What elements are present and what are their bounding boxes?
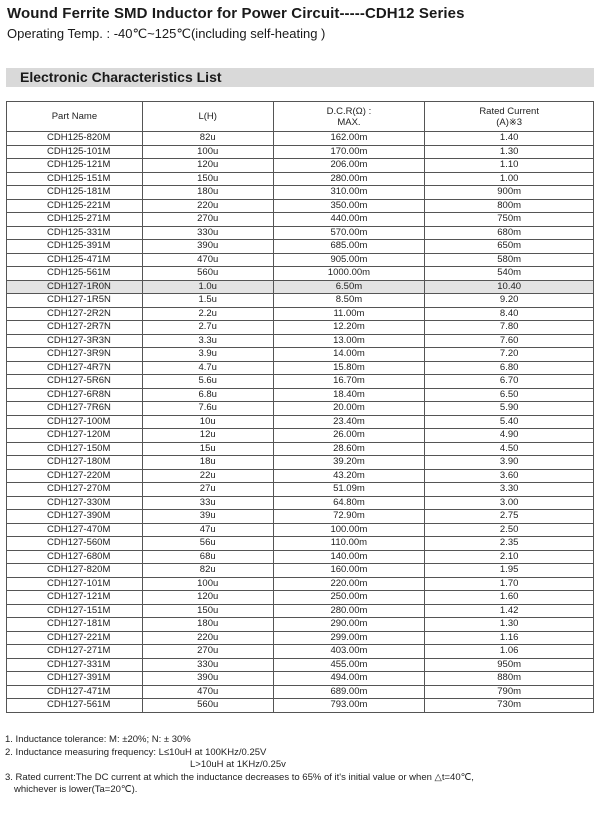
cell-inductance: 18u bbox=[142, 456, 273, 470]
cell-inductance: 15u bbox=[142, 442, 273, 456]
table-row bbox=[7, 307, 594, 321]
cell-part-name: CDH125-121M bbox=[7, 159, 143, 173]
cell-part-name: CDH127-391M bbox=[7, 672, 143, 686]
cell-inductance: 4.7u bbox=[142, 361, 273, 375]
cell-rated-current: 5.40 bbox=[425, 415, 594, 429]
cell-inductance: 270u bbox=[142, 645, 273, 659]
table-row bbox=[7, 199, 594, 213]
note-2: 2. Inductance measuring frequency: L≤10uH at 100KHz/0.25V bbox=[5, 746, 267, 758]
cell-part-name: CDH127-120M bbox=[7, 429, 143, 443]
table-row bbox=[7, 361, 594, 375]
table-row bbox=[7, 159, 594, 173]
cell-rated-current: 800m bbox=[425, 199, 594, 213]
header-rated-line1: Rated Current bbox=[479, 105, 539, 117]
cell-part-name: CDH127-7R6N bbox=[7, 402, 143, 416]
cell-dcr: 110.00m bbox=[273, 537, 425, 551]
cell-part-name: CDH125-391M bbox=[7, 240, 143, 254]
cell-part-name: CDH127-561M bbox=[7, 699, 143, 713]
cell-inductance: 39u bbox=[142, 510, 273, 524]
cell-dcr: 455.00m bbox=[273, 658, 425, 672]
cell-rated-current: 650m bbox=[425, 240, 594, 254]
cell-inductance: 68u bbox=[142, 550, 273, 564]
cell-rated-current: 1.70 bbox=[425, 577, 594, 591]
cell-dcr: 494.00m bbox=[273, 672, 425, 686]
cell-inductance: 47u bbox=[142, 523, 273, 537]
cell-part-name: CDH127-331M bbox=[7, 658, 143, 672]
cell-rated-current: 3.00 bbox=[425, 496, 594, 510]
cell-rated-current: 900m bbox=[425, 186, 594, 200]
cell-rated-current: 1.95 bbox=[425, 564, 594, 578]
cell-dcr: 280.00m bbox=[273, 604, 425, 618]
cell-part-name: CDH127-680M bbox=[7, 550, 143, 564]
cell-inductance: 560u bbox=[142, 267, 273, 281]
table-row bbox=[7, 442, 594, 456]
cell-rated-current: 4.50 bbox=[425, 442, 594, 456]
table-row bbox=[7, 375, 594, 389]
cell-inductance: 100u bbox=[142, 577, 273, 591]
page-title: Wound Ferrite SMD Inductor for Power Circuit-----CDH12 Series bbox=[7, 5, 465, 22]
cell-inductance: 56u bbox=[142, 537, 273, 551]
table-row bbox=[7, 145, 594, 159]
cell-rated-current: 580m bbox=[425, 253, 594, 267]
cell-dcr: 20.00m bbox=[273, 402, 425, 416]
cell-inductance: 1.5u bbox=[142, 294, 273, 308]
cell-rated-current: 10.40 bbox=[425, 280, 594, 294]
table-row bbox=[7, 321, 594, 335]
cell-dcr: 140.00m bbox=[273, 550, 425, 564]
cell-inductance: 220u bbox=[142, 631, 273, 645]
cell-part-name: CDH127-390M bbox=[7, 510, 143, 524]
cell-inductance: 12u bbox=[142, 429, 273, 443]
note-3-continued: whichever is lower(Ta=20℃). bbox=[14, 784, 138, 796]
cell-dcr: 15.80m bbox=[273, 361, 425, 375]
cell-part-name: CDH127-470M bbox=[7, 523, 143, 537]
cell-rated-current: 7.60 bbox=[425, 334, 594, 348]
table-row bbox=[7, 604, 594, 618]
cell-dcr: 299.00m bbox=[273, 631, 425, 645]
table-row bbox=[7, 496, 594, 510]
cell-rated-current: 2.10 bbox=[425, 550, 594, 564]
cell-dcr: 26.00m bbox=[273, 429, 425, 443]
cell-inductance: 150u bbox=[142, 604, 273, 618]
cell-part-name: CDH125-471M bbox=[7, 253, 143, 267]
cell-dcr: 310.00m bbox=[273, 186, 425, 200]
table-row bbox=[7, 267, 594, 281]
cell-inductance: 100u bbox=[142, 145, 273, 159]
cell-dcr: 1000.00m bbox=[273, 267, 425, 281]
cell-inductance: 270u bbox=[142, 213, 273, 227]
cell-inductance: 560u bbox=[142, 699, 273, 713]
cell-dcr: 18.40m bbox=[273, 388, 425, 402]
operating-temp-subtitle: Operating Temp. : -40℃~125℃(including self-heating ) bbox=[7, 26, 326, 41]
cell-dcr: 14.00m bbox=[273, 348, 425, 362]
cell-dcr: 28.60m bbox=[273, 442, 425, 456]
cell-rated-current: 1.60 bbox=[425, 591, 594, 605]
header-inductance: L(H) bbox=[142, 102, 273, 132]
table-row bbox=[7, 415, 594, 429]
cell-part-name: CDH125-820M bbox=[7, 132, 143, 146]
table-row bbox=[7, 456, 594, 470]
cell-inductance: 390u bbox=[142, 240, 273, 254]
table-row bbox=[7, 186, 594, 200]
cell-rated-current: 1.10 bbox=[425, 159, 594, 173]
cell-inductance: 22u bbox=[142, 469, 273, 483]
header-rated-line2: (A)※3 bbox=[496, 116, 523, 128]
cell-part-name: CDH125-331M bbox=[7, 226, 143, 240]
table-row bbox=[7, 132, 594, 146]
cell-part-name: CDH127-6R8N bbox=[7, 388, 143, 402]
cell-dcr: 100.00m bbox=[273, 523, 425, 537]
cell-dcr: 905.00m bbox=[273, 253, 425, 267]
cell-dcr: 403.00m bbox=[273, 645, 425, 659]
cell-dcr: 440.00m bbox=[273, 213, 425, 227]
table-row bbox=[7, 429, 594, 443]
section-header-bar bbox=[6, 68, 594, 87]
table-row bbox=[7, 483, 594, 497]
cell-rated-current: 8.40 bbox=[425, 307, 594, 321]
table-row bbox=[7, 550, 594, 564]
cell-part-name: CDH127-100M bbox=[7, 415, 143, 429]
cell-inductance: 150u bbox=[142, 172, 273, 186]
cell-part-name: CDH127-4R7N bbox=[7, 361, 143, 375]
table-row bbox=[7, 591, 594, 605]
cell-rated-current: 1.16 bbox=[425, 631, 594, 645]
cell-dcr: 206.00m bbox=[273, 159, 425, 173]
cell-dcr: 160.00m bbox=[273, 564, 425, 578]
cell-inductance: 10u bbox=[142, 415, 273, 429]
cell-part-name: CDH127-1R5N bbox=[7, 294, 143, 308]
cell-part-name: CDH127-3R9N bbox=[7, 348, 143, 362]
cell-part-name: CDH127-1R0N bbox=[7, 280, 143, 294]
cell-part-name: CDH125-181M bbox=[7, 186, 143, 200]
cell-part-name: CDH127-2R7N bbox=[7, 321, 143, 335]
cell-dcr: 350.00m bbox=[273, 199, 425, 213]
cell-rated-current: 2.50 bbox=[425, 523, 594, 537]
cell-part-name: CDH127-101M bbox=[7, 577, 143, 591]
cell-inductance: 2.2u bbox=[142, 307, 273, 321]
cell-rated-current: 540m bbox=[425, 267, 594, 281]
cell-inductance: 470u bbox=[142, 685, 273, 699]
table-row bbox=[7, 402, 594, 416]
note-2-continued: L>10uH at 1KHz/0.25v bbox=[190, 759, 286, 771]
cell-part-name: CDH127-180M bbox=[7, 456, 143, 470]
table-row bbox=[7, 510, 594, 524]
cell-dcr: 689.00m bbox=[273, 685, 425, 699]
cell-inductance: 390u bbox=[142, 672, 273, 686]
cell-inductance: 220u bbox=[142, 199, 273, 213]
cell-part-name: CDH127-3R3N bbox=[7, 334, 143, 348]
cell-dcr: 16.70m bbox=[273, 375, 425, 389]
table-row bbox=[7, 280, 594, 294]
cell-dcr: 72.90m bbox=[273, 510, 425, 524]
table-header-row bbox=[7, 102, 594, 132]
table-row bbox=[7, 631, 594, 645]
note-1: 1. Inductance tolerance: M: ±20%; N: ± 30% bbox=[5, 734, 191, 745]
cell-inductance: 120u bbox=[142, 591, 273, 605]
cell-rated-current: 1.40 bbox=[425, 132, 594, 146]
cell-part-name: CDH127-560M bbox=[7, 537, 143, 551]
table-body bbox=[7, 132, 594, 713]
cell-dcr: 793.00m bbox=[273, 699, 425, 713]
cell-rated-current: 680m bbox=[425, 226, 594, 240]
cell-rated-current: 6.80 bbox=[425, 361, 594, 375]
cell-rated-current: 4.90 bbox=[425, 429, 594, 443]
cell-part-name: CDH127-271M bbox=[7, 645, 143, 659]
table-row bbox=[7, 645, 594, 659]
header-dcr bbox=[273, 102, 425, 132]
table-row bbox=[7, 469, 594, 483]
table-row bbox=[7, 213, 594, 227]
cell-dcr: 51.09m bbox=[273, 483, 425, 497]
cell-inductance: 6.8u bbox=[142, 388, 273, 402]
cell-rated-current: 6.50 bbox=[425, 388, 594, 402]
cell-inductance: 180u bbox=[142, 186, 273, 200]
cell-dcr: 220.00m bbox=[273, 577, 425, 591]
cell-inductance: 33u bbox=[142, 496, 273, 510]
cell-inductance: 2.7u bbox=[142, 321, 273, 335]
cell-rated-current: 2.75 bbox=[425, 510, 594, 524]
cell-inductance: 180u bbox=[142, 618, 273, 632]
cell-rated-current: 9.20 bbox=[425, 294, 594, 308]
cell-dcr: 570.00m bbox=[273, 226, 425, 240]
table-row bbox=[7, 577, 594, 591]
header-dcr-line1: D.C.R(Ω) : bbox=[326, 105, 372, 117]
cell-inductance: 3.3u bbox=[142, 334, 273, 348]
cell-part-name: CDH127-151M bbox=[7, 604, 143, 618]
cell-dcr: 6.50m bbox=[273, 280, 425, 294]
cell-rated-current: 950m bbox=[425, 658, 594, 672]
cell-part-name: CDH127-220M bbox=[7, 469, 143, 483]
cell-rated-current: 7.80 bbox=[425, 321, 594, 335]
cell-inductance: 27u bbox=[142, 483, 273, 497]
note-3: 3. Rated current:The DC current at which the inductance decreases to 65% of it's initial value or when △t=40℃, bbox=[5, 771, 474, 783]
cell-inductance: 3.9u bbox=[142, 348, 273, 362]
table-row bbox=[7, 240, 594, 254]
cell-dcr: 8.50m bbox=[273, 294, 425, 308]
cell-rated-current: 730m bbox=[425, 699, 594, 713]
cell-rated-current: 6.70 bbox=[425, 375, 594, 389]
cell-rated-current: 790m bbox=[425, 685, 594, 699]
cell-rated-current: 1.30 bbox=[425, 618, 594, 632]
cell-inductance: 82u bbox=[142, 132, 273, 146]
cell-dcr: 685.00m bbox=[273, 240, 425, 254]
cell-rated-current: 1.06 bbox=[425, 645, 594, 659]
cell-rated-current: 3.30 bbox=[425, 483, 594, 497]
table-row bbox=[7, 618, 594, 632]
cell-dcr: 43.20m bbox=[273, 469, 425, 483]
cell-part-name: CDH125-101M bbox=[7, 145, 143, 159]
cell-part-name: CDH127-121M bbox=[7, 591, 143, 605]
cell-inductance: 470u bbox=[142, 253, 273, 267]
cell-part-name: CDH125-151M bbox=[7, 172, 143, 186]
cell-inductance: 82u bbox=[142, 564, 273, 578]
table-row bbox=[7, 334, 594, 348]
cell-inductance: 1.0u bbox=[142, 280, 273, 294]
cell-rated-current: 2.35 bbox=[425, 537, 594, 551]
cell-dcr: 11.00m bbox=[273, 307, 425, 321]
cell-part-name: CDH127-820M bbox=[7, 564, 143, 578]
table-row bbox=[7, 564, 594, 578]
cell-dcr: 12.20m bbox=[273, 321, 425, 335]
cell-part-name: CDH125-561M bbox=[7, 267, 143, 281]
table-row bbox=[7, 253, 594, 267]
header-dcr-line2: MAX. bbox=[337, 116, 361, 128]
cell-part-name: CDH127-5R6N bbox=[7, 375, 143, 389]
table-row bbox=[7, 348, 594, 362]
cell-dcr: 64.80m bbox=[273, 496, 425, 510]
cell-dcr: 250.00m bbox=[273, 591, 425, 605]
cell-rated-current: 5.90 bbox=[425, 402, 594, 416]
table-row bbox=[7, 172, 594, 186]
cell-part-name: CDH127-150M bbox=[7, 442, 143, 456]
table-row bbox=[7, 388, 594, 402]
table-row bbox=[7, 699, 594, 713]
header-part-name: Part Name bbox=[7, 102, 143, 132]
cell-dcr: 23.40m bbox=[273, 415, 425, 429]
cell-rated-current: 3.90 bbox=[425, 456, 594, 470]
cell-inductance: 330u bbox=[142, 658, 273, 672]
cell-dcr: 13.00m bbox=[273, 334, 425, 348]
cell-part-name: CDH127-181M bbox=[7, 618, 143, 632]
table-row bbox=[7, 658, 594, 672]
cell-dcr: 290.00m bbox=[273, 618, 425, 632]
footnotes bbox=[5, 734, 474, 797]
cell-part-name: CDH127-2R2N bbox=[7, 307, 143, 321]
characteristics-table bbox=[6, 101, 594, 713]
cell-inductance: 120u bbox=[142, 159, 273, 173]
table-row bbox=[7, 685, 594, 699]
cell-dcr: 39.20m bbox=[273, 456, 425, 470]
cell-rated-current: 750m bbox=[425, 213, 594, 227]
cell-part-name: CDH127-471M bbox=[7, 685, 143, 699]
cell-rated-current: 7.20 bbox=[425, 348, 594, 362]
cell-inductance: 5.6u bbox=[142, 375, 273, 389]
cell-rated-current: 1.30 bbox=[425, 145, 594, 159]
cell-rated-current: 1.00 bbox=[425, 172, 594, 186]
cell-part-name: CDH125-271M bbox=[7, 213, 143, 227]
table-row bbox=[7, 537, 594, 551]
table-row bbox=[7, 672, 594, 686]
table-row bbox=[7, 523, 594, 537]
header-rated-current bbox=[425, 102, 594, 132]
section-title: Electronic Characteristics List bbox=[20, 69, 222, 85]
cell-inductance: 7.6u bbox=[142, 402, 273, 416]
cell-rated-current: 880m bbox=[425, 672, 594, 686]
cell-part-name: CDH127-221M bbox=[7, 631, 143, 645]
cell-dcr: 280.00m bbox=[273, 172, 425, 186]
cell-part-name: CDH127-330M bbox=[7, 496, 143, 510]
cell-dcr: 170.00m bbox=[273, 145, 425, 159]
cell-part-name: CDH125-221M bbox=[7, 199, 143, 213]
cell-rated-current: 3.60 bbox=[425, 469, 594, 483]
cell-dcr: 162.00m bbox=[273, 132, 425, 146]
cell-rated-current: 1.42 bbox=[425, 604, 594, 618]
table-row bbox=[7, 294, 594, 308]
cell-part-name: CDH127-270M bbox=[7, 483, 143, 497]
cell-inductance: 330u bbox=[142, 226, 273, 240]
table-row bbox=[7, 226, 594, 240]
